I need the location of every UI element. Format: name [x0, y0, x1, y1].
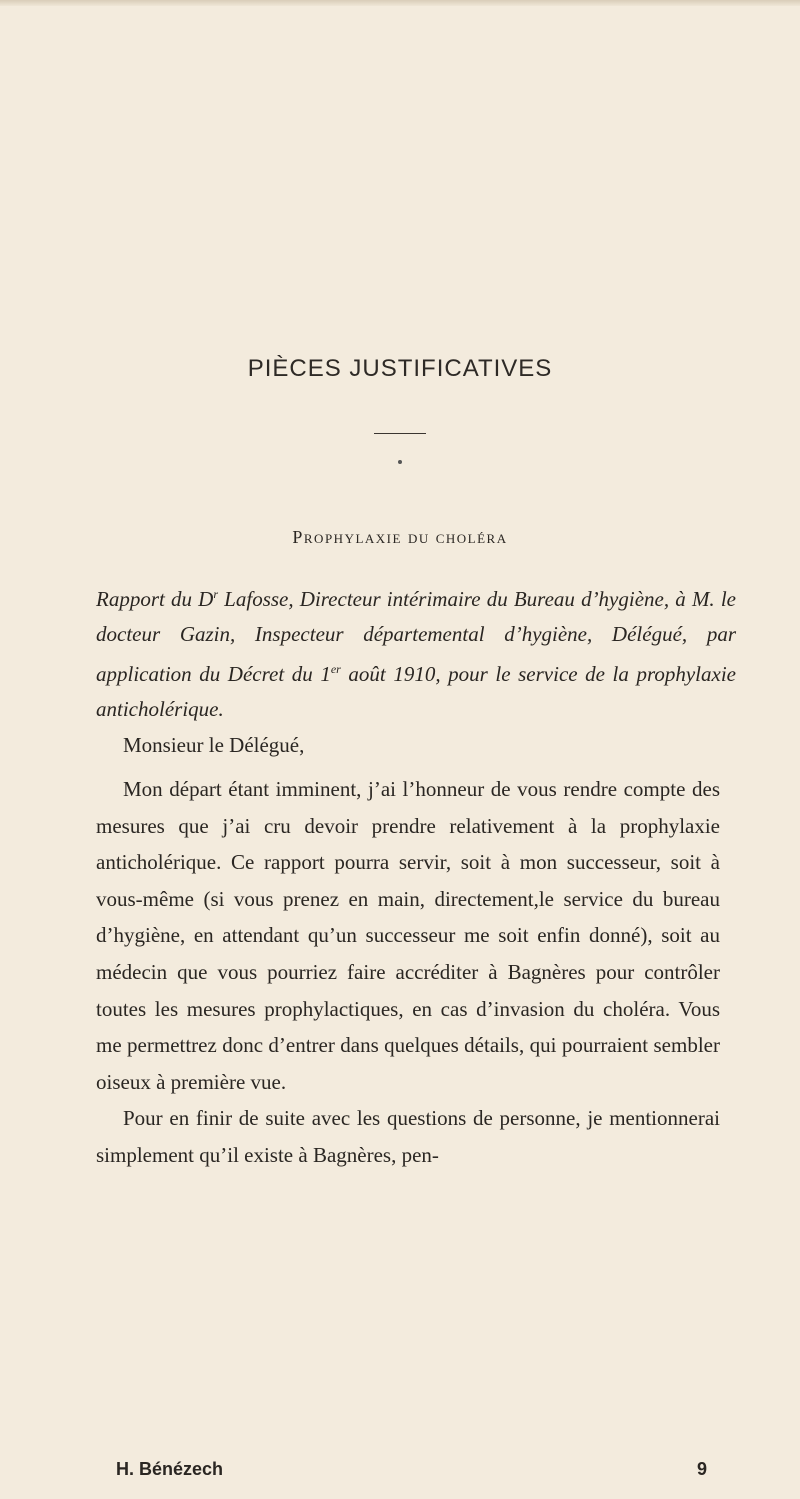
footer-author: H. Bénézech: [116, 1459, 224, 1479]
report-title-part3: août 1910, pour le service de la prophylaxie anticholérique.: [96, 662, 736, 721]
page-number: 9: [697, 1459, 708, 1479]
salutation: Monsieur le Délégué,: [123, 733, 305, 757]
report-title-sup2: er: [330, 662, 341, 676]
report-title-part2: Lafosse, Directeur intérimaire du Bureau d’hygiène, à M. le docteur Gazin, Inspecteur départemental d’hygiène, Délégué, par application du Décret du 1: [96, 587, 737, 686]
report-title-part1: Rapport du D: [96, 587, 214, 611]
page-top-edge: [0, 0, 800, 6]
body-text: [96, 771, 720, 1174]
report-title: [96, 577, 736, 727]
paragraph: Pour en finir de suite avec les questions de personne, je mentionnerai simplement qu’il existe à Bagnères, pen-: [96, 1106, 720, 1167]
ornament-dot: [398, 460, 402, 464]
paragraph: Mon départ étant imminent, j’ai l’honneur de vous rendre compte des mesures que j’ai cru devoir prendre relativement à la prophylaxie anticholérique. Ce rapport pourra servir, soit à mon successeur, soit à vous-même (si vous prenez en main, directement,le service du bureau d’hygiène, en attendant qu’un successeur me soit enfin donné), soit au médecin que vous pourriez faire accréditer à Bagnères pour contrôler toutes les mesures prophylactiques, en cas d’invasion du choléra. Vous me permettrez donc d’entrer dans quelques détails, qui pourraient sembler oiseux à première vue.: [96, 777, 720, 1094]
report-title-sup1: r: [213, 587, 219, 601]
heading-rule: [374, 433, 426, 434]
section-subheading: Prophylaxie du choléra: [292, 527, 508, 547]
page-heading: PIÈCES JUSTIFICATIVES: [247, 355, 553, 382]
